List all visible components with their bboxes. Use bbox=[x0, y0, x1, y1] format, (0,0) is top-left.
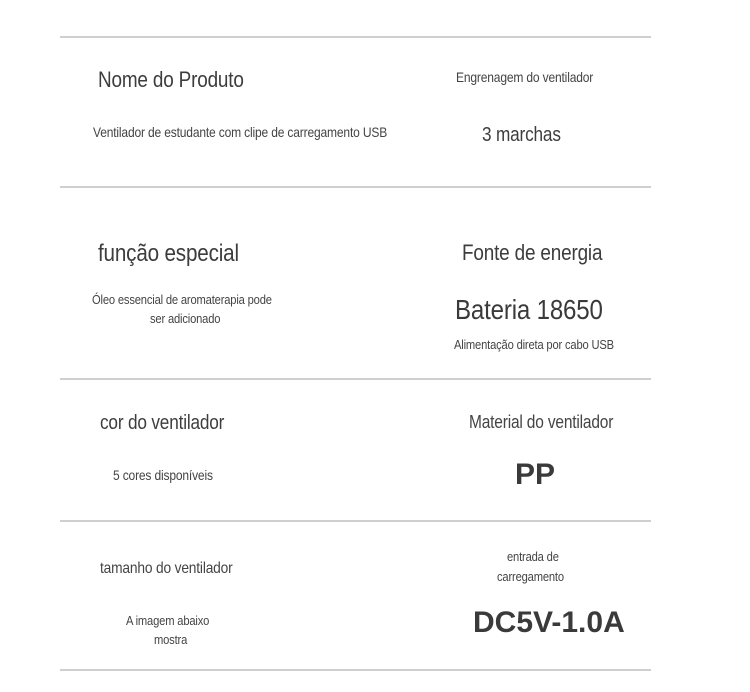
spec-value-fan-color: 5 cores disponíveis bbox=[113, 467, 213, 483]
spec-label-power-source: Fonte de energia bbox=[462, 240, 603, 265]
spec-value-special-function-line1: Óleo essencial de aromaterapia pode bbox=[92, 292, 272, 307]
spec-label-fan-gear: Engrenagem do ventilador bbox=[456, 69, 594, 85]
spec-label-fan-material: Material do ventilador bbox=[469, 412, 614, 432]
spec-value-fan-size-line2: mostra bbox=[154, 632, 188, 647]
spec-value-fan-size-line1: A imagem abaixo bbox=[126, 613, 210, 628]
spec-value-charging-input: DC5V-1.0A bbox=[473, 606, 625, 639]
spec-value-fan-material: PP bbox=[515, 458, 556, 491]
divider-3 bbox=[60, 520, 651, 522]
spec-label-special-function: função especial bbox=[98, 240, 239, 267]
spec-note-power-source: Alimentação direta por cabo USB bbox=[454, 337, 614, 352]
spec-label-fan-color: cor do ventilador bbox=[100, 412, 225, 434]
spec-value-special-function-line2: ser adicionado bbox=[150, 311, 221, 326]
spec-label-fan-size: tamanho do ventilador bbox=[100, 560, 233, 577]
divider-bottom bbox=[60, 669, 651, 671]
divider-2 bbox=[60, 378, 651, 380]
spec-label-charging-input-line1: entrada de bbox=[507, 549, 559, 564]
spec-label-product-name: Nome do Produto bbox=[98, 67, 244, 92]
divider-1 bbox=[60, 186, 651, 188]
spec-value-power-source: Bateria 18650 bbox=[455, 294, 603, 325]
divider-top bbox=[60, 36, 651, 38]
spec-value-product-name: Ventilador de estudante com clipe de carregamento USB bbox=[93, 124, 388, 140]
spec-label-charging-input-line2: carregamento bbox=[497, 569, 564, 584]
spec-value-fan-gear: 3 marchas bbox=[482, 124, 561, 146]
